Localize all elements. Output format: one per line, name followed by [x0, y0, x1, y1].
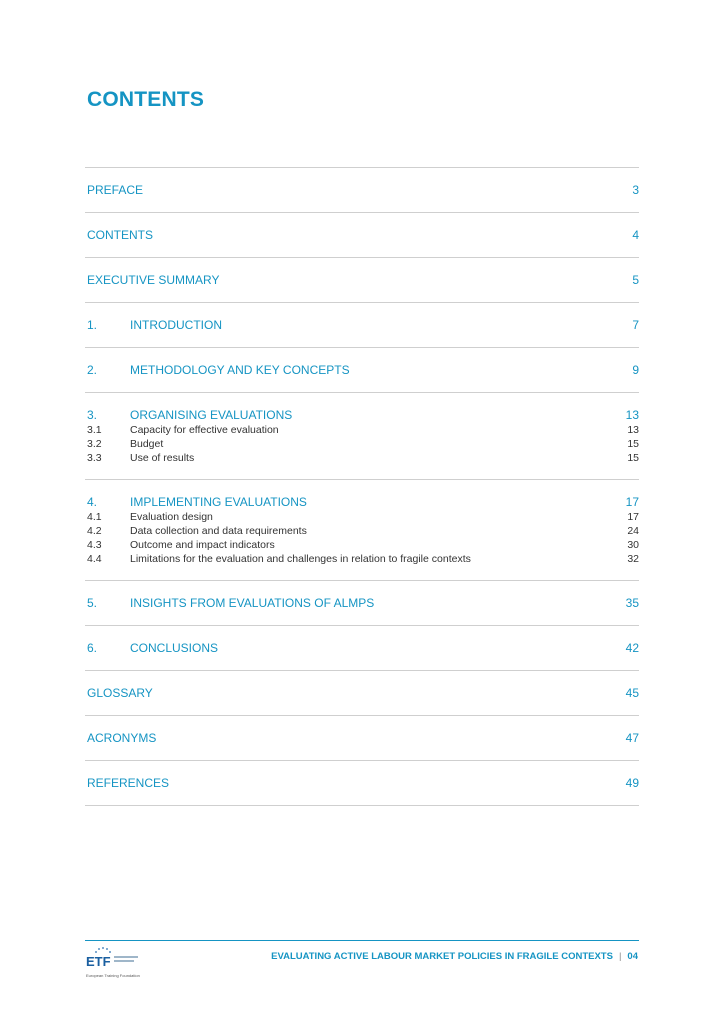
toc-entry-contents[interactable]: [85, 213, 639, 257]
toc-subentry[interactable]: [85, 437, 639, 451]
toc-entry-number: 1.: [87, 318, 98, 332]
toc-entry-label: ORGANISING EVALUATIONS: [130, 408, 293, 422]
toc-entry-conclusions[interactable]: [85, 626, 639, 670]
toc-entry-page: 5: [632, 273, 639, 287]
toc-subentry-page: 32: [627, 553, 639, 565]
footer-rule: [85, 940, 639, 941]
toc-subentry-page: 15: [627, 438, 639, 450]
divider: [85, 805, 639, 806]
toc-entry-page: 13: [625, 408, 639, 422]
toc-subentry-label: Budget: [130, 438, 164, 450]
footer-separator: |: [618, 951, 622, 962]
footer-page-number: 04: [627, 951, 638, 962]
svg-text:European Training Foundation: European Training Foundation: [86, 973, 140, 978]
toc-entry-label: ACRONYMS: [87, 731, 157, 745]
toc-entry-page: 42: [625, 641, 639, 655]
toc-subentry[interactable]: [85, 524, 639, 538]
toc-entry-page: 49: [625, 776, 639, 790]
toc-entry-introduction[interactable]: [85, 303, 639, 347]
toc-subentry-label: Outcome and impact indicators: [130, 539, 275, 551]
toc-subentry-page: 13: [627, 424, 639, 436]
toc-entry-number: 3.: [87, 408, 98, 422]
toc-entry-page: 9: [632, 363, 639, 377]
toc-subentry-page: 15: [627, 452, 639, 464]
toc-entry-preface[interactable]: [85, 168, 639, 212]
toc-subentry-number: 3.2: [87, 438, 102, 450]
toc-entry-organising-evaluations[interactable]: [85, 407, 639, 423]
svg-text:ETF: ETF: [86, 954, 111, 969]
toc-subentry-page: 24: [627, 525, 639, 537]
toc-subentry-page: 17: [627, 511, 639, 523]
table-of-contents: [85, 167, 639, 806]
toc-entry-references[interactable]: [85, 761, 639, 805]
toc-subentry-label: Limitations for the evaluation and challenges in relation to fragile contexts: [130, 553, 471, 565]
toc-subentry[interactable]: [85, 510, 639, 524]
toc-subentry-number: 4.2: [87, 525, 102, 537]
toc-entry-page: 45: [625, 686, 639, 700]
toc-entry-label: REFERENCES: [87, 776, 170, 790]
toc-entry-glossary[interactable]: [85, 671, 639, 715]
toc-entry-page: 4: [632, 228, 639, 242]
toc-subentry-number: 3.1: [87, 424, 102, 436]
toc-entry-page: 7: [632, 318, 639, 332]
toc-entry-label: PREFACE: [87, 183, 144, 197]
toc-subentry-number: 4.3: [87, 539, 102, 551]
toc-group-organising-evaluations: [85, 393, 639, 479]
toc-entry-insights[interactable]: [85, 581, 639, 625]
toc-subentry-number: 4.4: [87, 553, 102, 565]
toc-entry-page: 17: [625, 495, 639, 509]
toc-entry-label: INSIGHTS FROM EVALUATIONS OF ALMPS: [130, 596, 375, 610]
toc-subentry[interactable]: [85, 552, 639, 566]
toc-subentry[interactable]: [85, 538, 639, 552]
toc-entry-label: CONTENTS: [87, 228, 153, 242]
page-title: CONTENTS: [87, 88, 205, 111]
toc-entry-number: 5.: [87, 596, 98, 610]
toc-entry-number: 2.: [87, 363, 98, 377]
toc-entry-label: METHODOLOGY AND KEY CONCEPTS: [130, 363, 350, 377]
toc-entry-acronyms[interactable]: [85, 716, 639, 760]
toc-subentry[interactable]: [85, 451, 639, 465]
footer-running-title: [271, 951, 638, 962]
toc-entry-number: 6.: [87, 641, 98, 655]
toc-subentry-label: Evaluation design: [130, 511, 213, 523]
toc-entry-label: EXECUTIVE SUMMARY: [87, 273, 220, 287]
etf-logo: [85, 946, 145, 980]
toc-subentry[interactable]: [85, 423, 639, 437]
toc-subentry-number: 4.1: [87, 511, 102, 523]
toc-entry-label: CONCLUSIONS: [130, 641, 219, 655]
toc-subentry-label: Capacity for effective evaluation: [130, 424, 279, 436]
toc-subentry-label: Data collection and data requirements: [130, 525, 307, 537]
toc-entry-methodology[interactable]: [85, 348, 639, 392]
toc-entry-page: 3: [632, 183, 639, 197]
toc-entry-label: INTRODUCTION: [130, 318, 222, 332]
toc-entry-executive-summary[interactable]: [85, 258, 639, 302]
toc-entry-number: 4.: [87, 495, 98, 509]
toc-entry-page: 47: [625, 731, 639, 745]
toc-subentry-page: 30: [627, 539, 639, 551]
toc-subentry-number: 3.3: [87, 452, 102, 464]
toc-group-implementing-evaluations: [85, 480, 639, 580]
footer-title: EVALUATING ACTIVE LABOUR MARKET POLICIES IN FRAGILE CONTEXTS: [271, 951, 613, 962]
toc-entry-label: IMPLEMENTING EVALUATIONS: [130, 495, 307, 509]
toc-entry-page: 35: [625, 596, 639, 610]
toc-subentry-label: Use of results: [130, 452, 195, 464]
toc-entry-implementing-evaluations[interactable]: [85, 494, 639, 510]
toc-entry-label: GLOSSARY: [87, 686, 153, 700]
